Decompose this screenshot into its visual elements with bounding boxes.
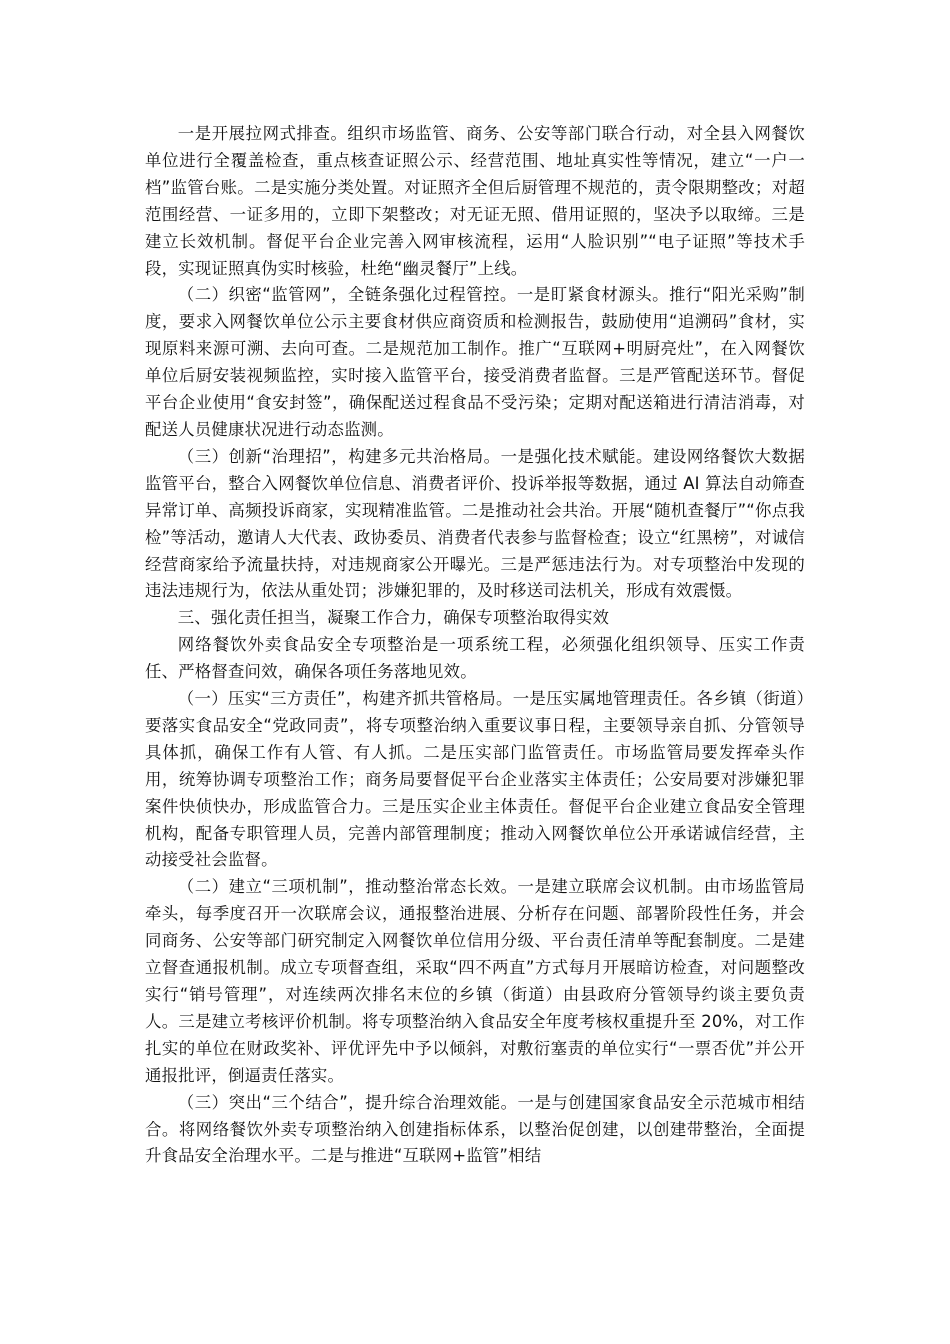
paragraph-1: 一是开展拉网式排查。组织市场监管、商务、公安等部门联合行动，对全县入网餐饮单位进行全覆盖检查，重点核查证照公示、经营范围、地址真实性等情况，建立“一户一档”监管台账。二是实施分类处置。对证照齐全但后厨管理不规范的，责令限期整改；对超范围经营、一证多用的，立即下架整改；对无证无照、借用证照的，坚决予以取缔。三是建立长效机制。督促平台企业完善入网审核流程，运用“人脸识别”“电子证照”等技术手段，实现证照真伪实时核验，杜绝“幽灵餐厅”上线。 bbox=[145, 124, 805, 278]
document-body bbox=[145, 121, 805, 1170]
section-heading-3: 三、强化责任担当，凝聚工作合力，确保专项整治取得实效 bbox=[177, 608, 610, 628]
paragraph-5: （一）压实“三方责任”，构建齐抓共管格局。一是压实属地管理责任。各乡镇（街道）要落实食品安全“党政同责”，将专项整治纳入重要议事日程，主要领导亲自抓、分管领导具体抓，确保工作有人管、有人抓。二是压实部门监管责任。市场监管局要发挥牵头作用，统筹协调专项整治工作；商务局要督促平台企业落实主体责任；公安局要对涉嫌犯罪案件快侦快办，形成监管合力。三是压实企业主体责任。督促平台企业建立食品安全管理机构，配备专职管理人员，完善内部管理制度；推动入网餐饮单位公开承诺诚信经营，主动接受社会监督。 bbox=[145, 689, 805, 870]
paragraph-6: （二）建立“三项机制”，推动整治常态长效。一是建立联席会议机制。由市场监管局牵头，每季度召开一次联席会议，通报整治进展、分析存在问题、部署阶段性任务，并会同商务、公安等部门研究制定入网餐饮单位信用分级、平台责任清单等配套制度。二是建立督查通报机制。成立专项督查组，采取“四不两直”方式每月开展暗访检查，对问题整改实行“销号管理”，对连续两次排名末位的乡镇（街道）由县政府分管领导约谈主要负责人。三是建立考核评价机制。将专项整治纳入食品安全年度考核权重提升至 20%，对工作扎实的单位在财政奖补、评优评先中予以倾斜，对敷衍塞责的单位实行“一票否优”并公开通报批评，倒逼责任落实。 bbox=[145, 877, 805, 1085]
paragraph-7: （三）突出“三个结合”，提升综合治理效能。一是与创建国家食品安全示范城市相结合。将网络餐饮外卖专项整治纳入创建指标体系，以整治促创建，以创建带整治，全面提升食品安全治理水平。二是与推进“互联网+监管”相结 bbox=[145, 1092, 805, 1166]
paragraph-3: （三）创新“治理招”，构建多元共治格局。一是强化技术赋能。建设网络餐饮大数据监管平台，整合入网餐饮单位信息、消费者评价、投诉举报等数据，通过 AI 算法自动筛查异常订单、高频投诉商家，实现精准监管。二是推动社会共治。开展“随机查餐厅”“你点我检”等活动，邀请人大代表、政协委员、消费者代表参与监督检查；设立“红黑榜”，对诚信经营商家给予流量扶持，对违规商家公开曝光。三是严惩违法行为。对专项整治中发现的违法违规行为，依法从重处罚；涉嫌犯罪的，及时移送司法机关，形成有效震慑。 bbox=[145, 446, 805, 601]
paragraph-2: （二）织密“监管网”，全链条强化过程管控。一是盯紧食材源头。推行“阳光采购”制度，要求入网餐饮单位公示主要食材供应商资质和检测报告，鼓励使用“追溯码”食材，实现原料来源可溯、去向可查。二是规范加工制作。推广“互联网+明厨亮灶”，在入网餐饮单位后厨安装视频监控，实时接入监管平台，接受消费者监督。三是严管配送环节。督促平台企业使用“食安封签”，确保配送过程食品不受污染；定期对配送箱进行清洁消毒，对配送人员健康状况进行动态监测。 bbox=[145, 285, 805, 439]
paragraph-4: 网络餐饮外卖食品安全专项整治是一项系统工程，必须强化组织领导、压实工作责任、严格督查问效，确保各项任务落地见效。 bbox=[145, 635, 805, 682]
